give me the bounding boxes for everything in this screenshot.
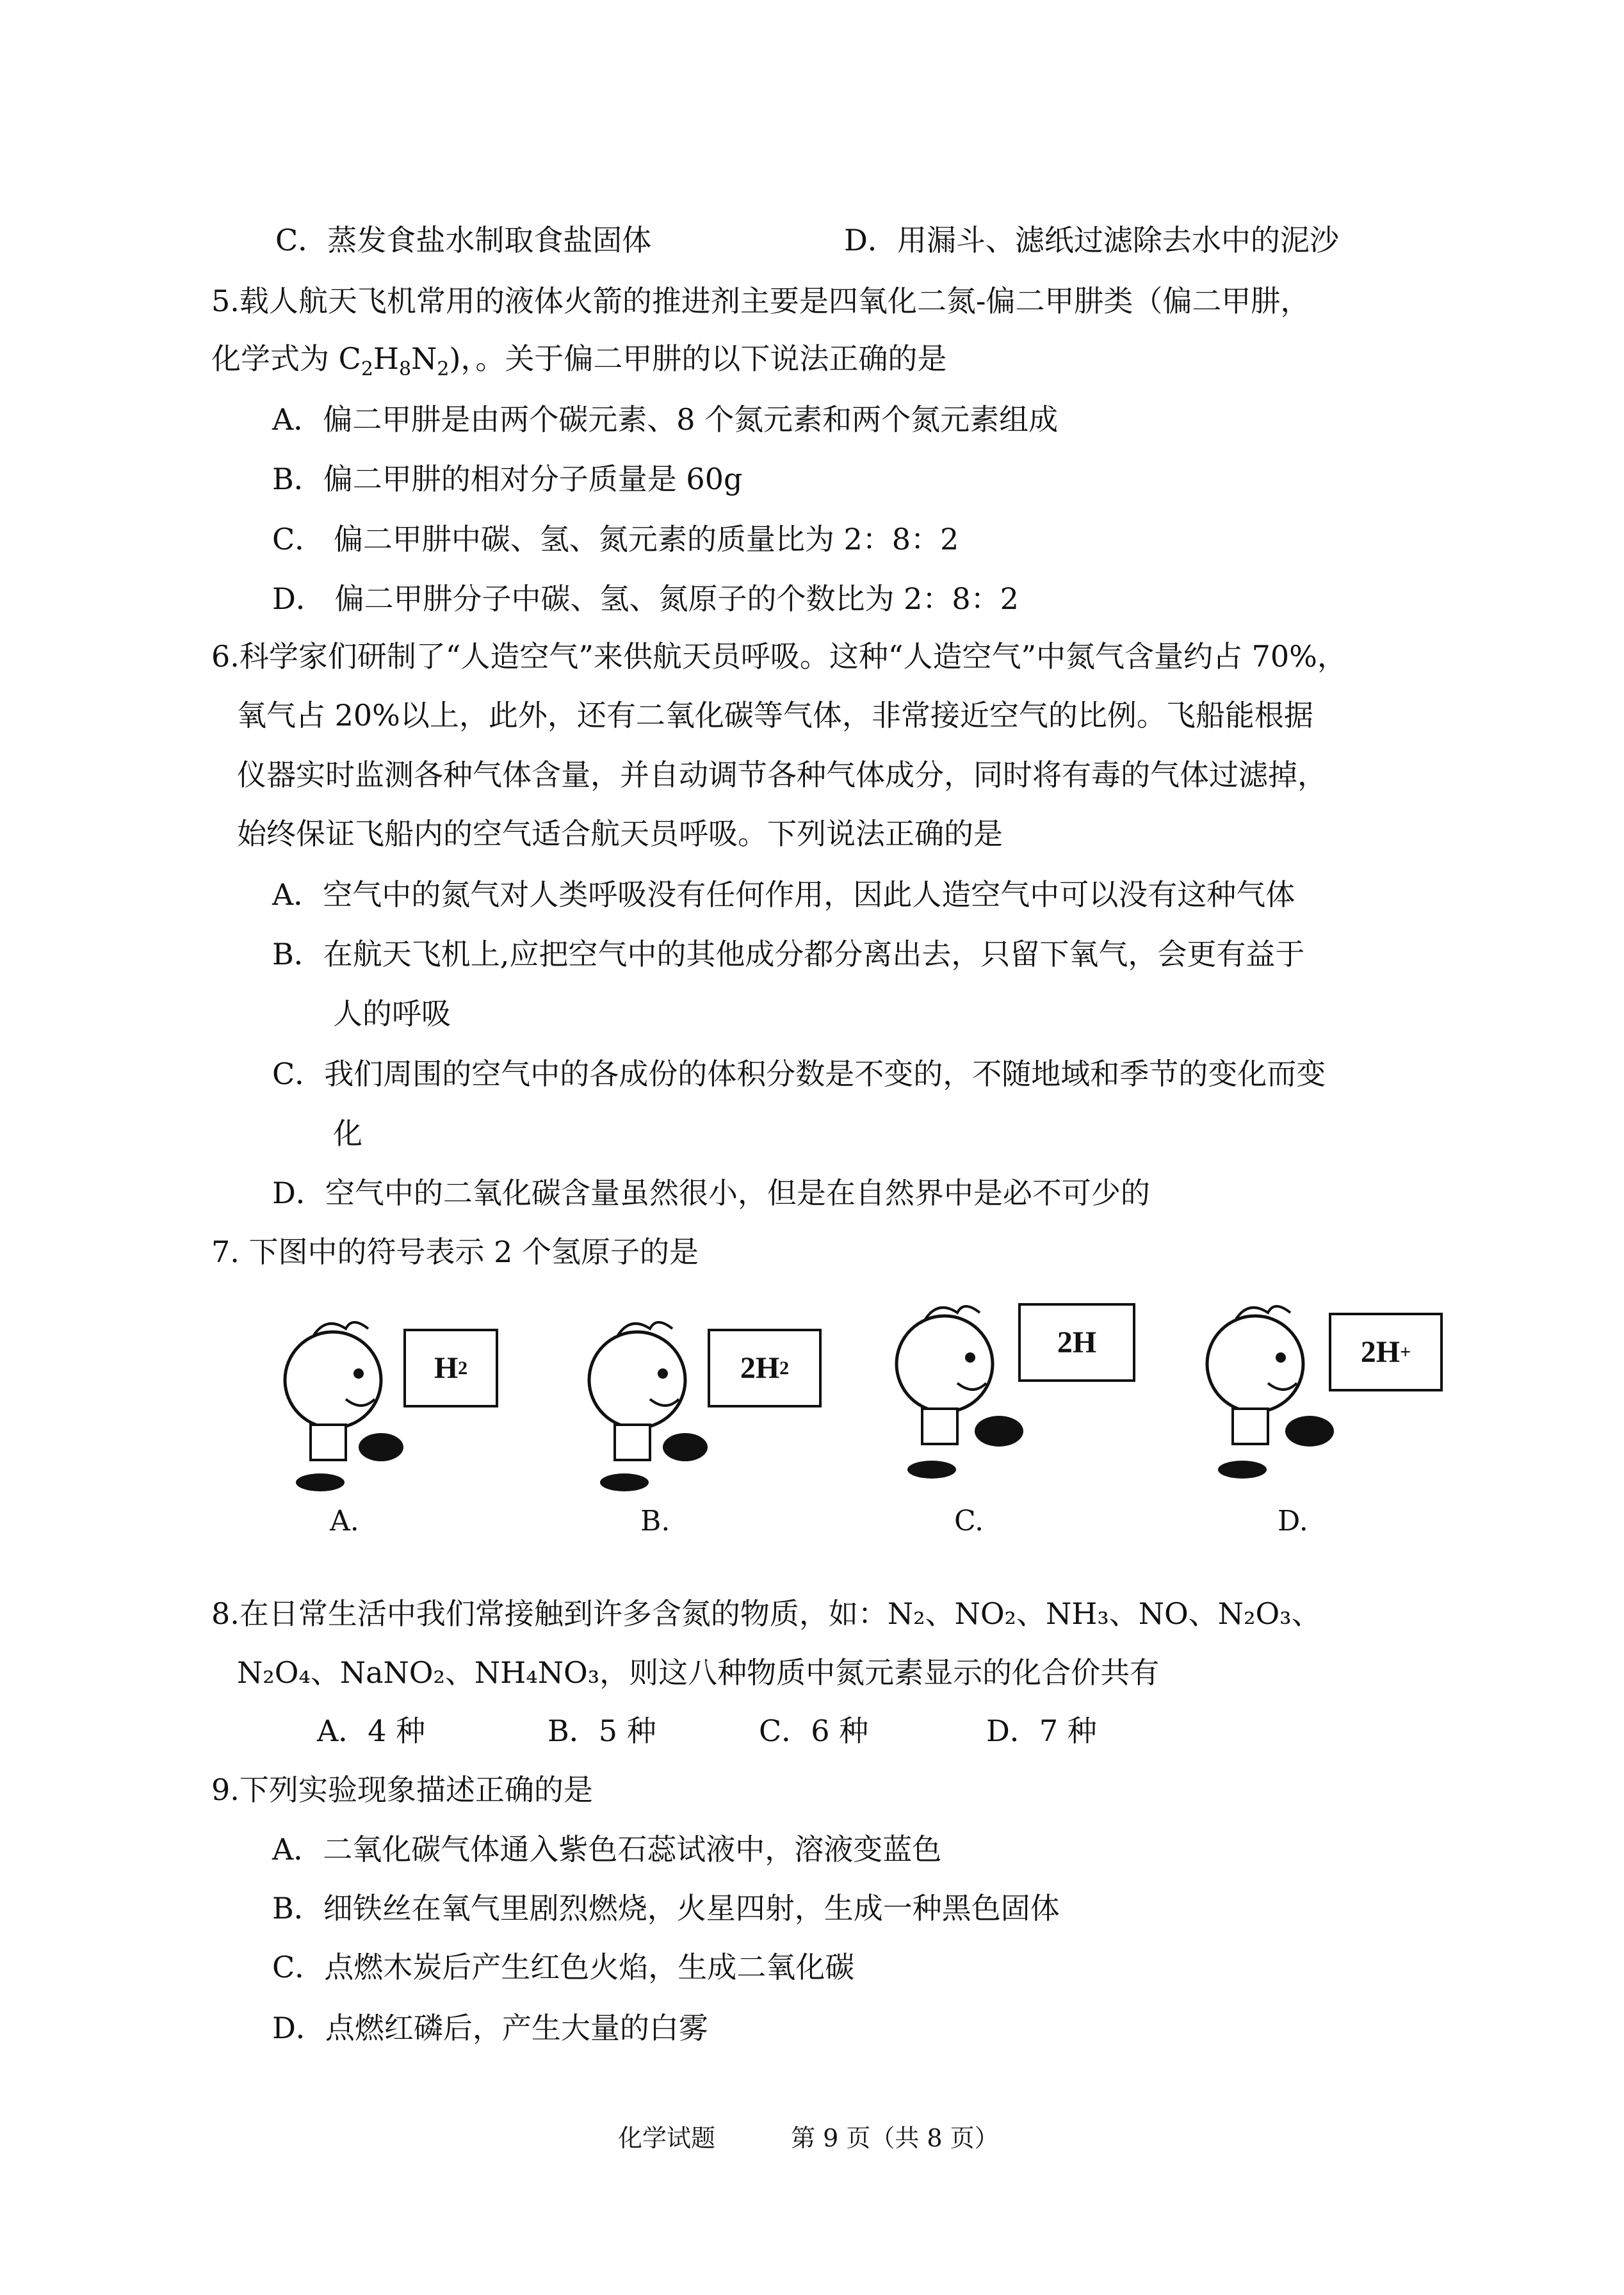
q5-option-b: B．偏二甲肼的相对分子质量是 60g	[272, 462, 743, 496]
q6-stem-line1: 6.科学家们研制了“人造空气”来供航天员呼吸。这种“人造空气”中氮气含量约占 70%，	[211, 639, 1347, 674]
q5-formula-h: H	[373, 341, 400, 376]
q7-symbol-a-sub: 2	[458, 1357, 468, 1379]
q9-option-a: A．二氧化碳气体通入紫色石蕊试液中，溶液变蓝色	[272, 1832, 942, 1867]
q9-option-c: C．点燃木炭后产生红色火焰，生成二氧化碳	[272, 1950, 855, 1984]
q6-stem-line2: 氧气占 20%以上，此外，还有二氧化碳等气体，非常接近空气的比例。飞船能根据	[237, 698, 1313, 733]
q5-option-c: C． 偏二甲肼中碳、氢、氮元素的质量比为 2：8：2	[272, 522, 959, 556]
q7-stem: 7. 下图中的符号表示 2 个氢原子的是	[211, 1235, 699, 1269]
q5-stem-prefix: 化学式为 C	[211, 341, 361, 376]
q5-formula-sub-n: 2	[437, 358, 450, 381]
q7-figure-c	[887, 1287, 1137, 1492]
q7-figure-b	[580, 1310, 823, 1502]
q8-option-c: C．6 种	[759, 1714, 869, 1748]
q4-option-d: D．用漏斗、滤纸过滤除去水中的泥沙	[844, 223, 1339, 257]
q7-symbol-d-main: 2H	[1360, 1335, 1401, 1369]
q7-label-c: C.	[954, 1505, 984, 1537]
q6-stem-line4: 始终保证飞船内的空气适合航天员呼吸。下列说法正确的是	[237, 816, 1003, 851]
q5-formula-sub-h: 8	[399, 358, 412, 381]
footer-subject: 化学试题	[618, 2124, 716, 2152]
q5-formula-n: N	[411, 341, 437, 376]
q6-option-b-line2: 人的呼吸	[333, 996, 451, 1031]
q9-option-b: B．细铁丝在氧气里剧烈燃烧，火星四射，生成一种黑色固体	[272, 1891, 1060, 1926]
q6-option-d: D．空气中的二氧化碳含量虽然很小，但是在自然界中是必不可少的	[272, 1176, 1150, 1210]
q6-stem-line3: 仪器实时监测各种气体含量，并自动调节各种气体成分，同时将有毒的气体过滤掉，	[237, 758, 1327, 792]
q6-option-a: A．空气中的氮气对人类呼吸没有任何作用，因此人造空气中可以没有这种气体	[272, 877, 1295, 912]
q7-figure-a	[275, 1310, 506, 1502]
q6-option-c-line2: 化	[333, 1116, 362, 1151]
q8-option-d: D．7 种	[986, 1714, 1097, 1748]
q7-symbol-box-d	[1329, 1313, 1443, 1391]
q5-stem-line2	[211, 339, 946, 389]
q8-stem-line1: 8.在日常生活中我们常接触到许多含氮的物质，如：N₂、NO₂、NH₃、NO、N₂O₃、	[211, 1596, 1321, 1631]
q7-symbol-box-c	[1018, 1303, 1135, 1382]
q5-option-a: A．偏二甲肼是由两个碳元素、8 个氮元素和两个氮元素组成	[272, 402, 1059, 437]
q6-option-b-line1: B．在航天飞机上,应把空气中的其他成分都分离出去，只留下氧气，会更有益于	[272, 937, 1305, 971]
q7-symbol-a-main: H	[434, 1351, 459, 1385]
q7-figure-d	[1198, 1287, 1447, 1492]
q7-label-d: D.	[1278, 1505, 1308, 1537]
q5-formula-sub-c: 2	[361, 358, 373, 381]
q7-symbol-c-main: 2H	[1057, 1326, 1097, 1359]
q9-stem: 9.下列实验现象描述正确的是	[211, 1772, 593, 1807]
q7-symbol-b-main: 2H	[740, 1351, 780, 1385]
q8-option-b: B．5 种	[548, 1714, 656, 1748]
q7-label-a: A.	[330, 1505, 359, 1537]
q6-option-c-line1: C．我们周围的空气中的各成份的体积分数是不变的，不随地域和季节的变化而变	[272, 1057, 1326, 1091]
q9-option-d: D．点燃红磷后，产生大量的白雾	[272, 2011, 708, 2045]
q8-option-a: A．4 种	[317, 1714, 426, 1748]
q5-option-d: D． 偏二甲肼分子中碳、氢、氮原子的个数比为 2：8：2	[272, 581, 1019, 616]
q5-stem-suffix: )，。关于偏二甲肼的以下说法正确的是	[449, 341, 947, 376]
q7-label-b: B.	[640, 1505, 670, 1537]
q4-option-c: C．蒸发食盐水制取食盐固体	[275, 223, 652, 257]
q7-symbol-b-sub: 2	[779, 1357, 790, 1379]
q7-symbol-box-b	[708, 1329, 822, 1407]
footer-page-number: 第 9 页（共 8 页）	[791, 2124, 999, 2152]
q8-stem-line2: N₂O₄、NaNO₂、NH₄NO₃，则这八种物质中氮元素显示的化合价共有	[237, 1655, 1160, 1690]
q7-symbol-d-sup: +	[1400, 1341, 1411, 1363]
q5-stem-line1: 5.载人航天飞机常用的液体火箭的推进剂主要是四氧化二氮-偏二甲肼类（偏二甲肼，	[211, 284, 1310, 318]
q7-symbol-box-a	[403, 1329, 498, 1407]
